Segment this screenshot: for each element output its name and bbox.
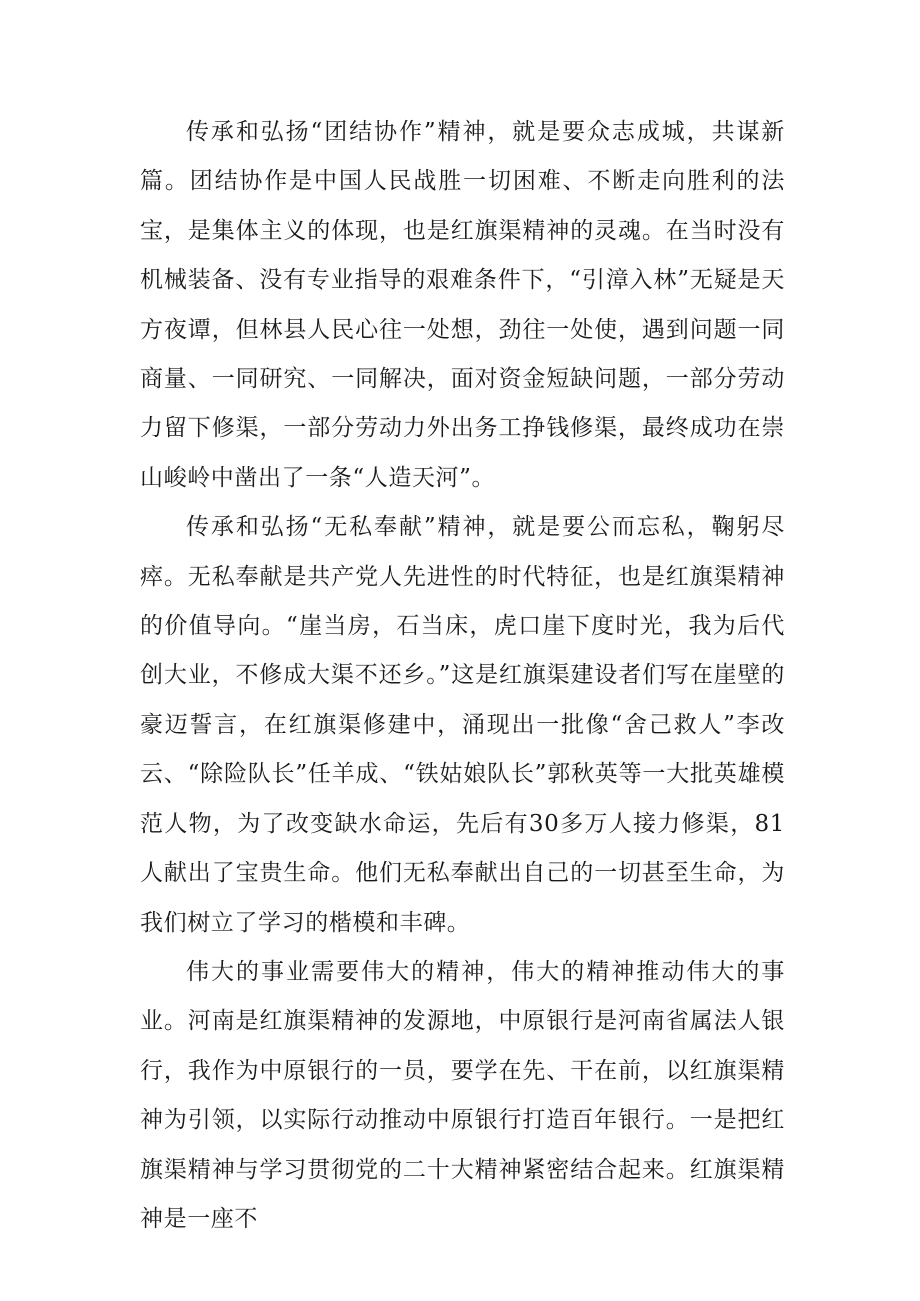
paragraph-great-cause: 伟大的事业需要伟大的精神，伟大的精神推动伟大的事业。河南是红旗渠精神的发源地，中原银行是河南省属法人银行，我作为中原银行的一员，要学在先、干在前，以红旗渠精神为引领，以实际行动推动中原银行打造百年银行。一是把红旗渠精神与学习贯彻党的二十大精神紧密结合起来。红旗渠精神是一座不 bbox=[140, 958, 785, 1232]
document-body bbox=[140, 108, 785, 1244]
paragraph-unity-cooperation: 传承和弘扬“团结协作”精神，就是要众志成城，共谋新篇。团结协作是中国人民战胜一切困难、不断走向胜利的法宝，是集体主义的体现，也是红旗渠精神的灵魂。在当时没有机械装备、没有专业指导的艰难条件下，“引漳入林”无疑是天方夜谭，但林县人民心往一处想，劲往一处使，遇到问题一同商量、一同研究、一同解决，面对资金短缺问题，一部分劳动力留下修渠，一部分劳动力外出务工挣钱修渠，最终成功在崇山峻岭中凿出了一条“人造天河”。 bbox=[140, 119, 785, 491]
paragraph-selfless-dedication: 传承和弘扬“无私奉献”精神，就是要公而忘私，鞠躬尽瘁。无私奉献是共产党人先进性的时代特征，也是红旗渠精神的价值导向。“崖当房，石当床，虎口崖下度时光，我为后代创大业，不修成大渠不还乡。”这是红旗渠建设者们写在崖壁的豪迈誓言，在红旗渠修建中，涌现出一批像“舍己救人”李改云、“除险队长”任羊成、“铁姑娘队长”郭秋英等一大批英雄模范人物，为了改变缺水命运，先后有30多万人接力修渠，81人献出了宝贵生命。他们无私奉献出自己的一切甚至生命，为我们树立了学习的楷模和丰碑。 bbox=[140, 514, 785, 936]
